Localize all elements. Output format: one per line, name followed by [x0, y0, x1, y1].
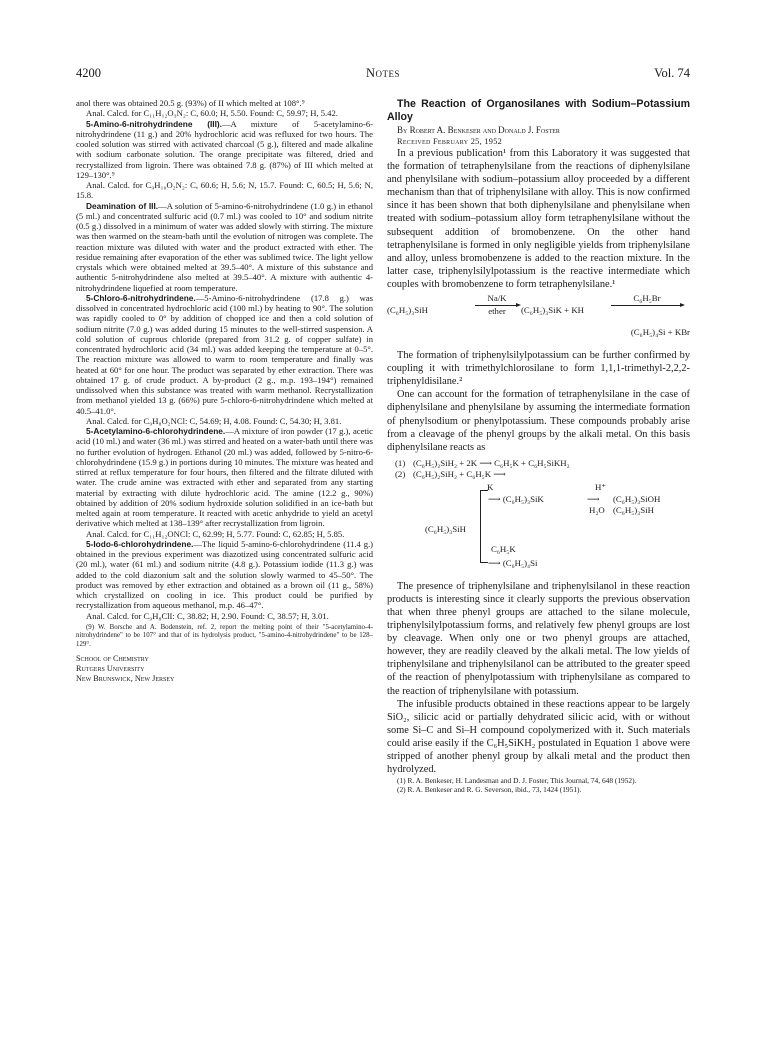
school-line: School of Chemistry: [76, 653, 149, 663]
eq-reactant: (C₆H₅)₃SiH: [387, 305, 428, 316]
paragraph: [76, 539, 373, 611]
paragraph: anol there was obtained 20.5 g. (93%) of II which melted at 108°.⁹: [76, 98, 305, 108]
scheme-product: (C₆H₅)₃SiK: [502, 493, 544, 504]
eq-arrow-1: [473, 293, 521, 317]
scheme-reagent-hplus: H⁺: [595, 481, 606, 492]
scheme-product: (C₆H₅)₃SiOH: [613, 493, 661, 504]
scheme-arrow-c: ⟶ (C₆H₅)₄Si: [488, 557, 538, 568]
analysis-paragraph: Anal. Calcd. for C₉H₈O₂NCl: C, 54.69; H, 4.08. Found: C, 54.30; H, 3.81.: [86, 415, 342, 426]
eq-reagent-above: Na/K: [487, 293, 507, 304]
paragraph: In a previous publication¹ from this Laboratory it was suggested that the formation of tetraphenylsilane from the reactions of diphenylsilane and phenylsilane with sodium–potassium alloy proceeded by a different mechanism than that of triphenylsilane with alloy. This is now confirmed since it has been shown that both diphenylsilane and phenylsilane when treated with sodium–potassium alloy form tetraphenylsilane without the subsequent addition of bromobenzene. On the other hand tetraphenylsilane is formed in only negligible yields from triphenylsilane and alloy, unless bromobenzene is added to the reaction mixture. In the latter case, triphenylsilylpotassium is the reactive intermediate which couples with bromobenzene to form tetraphenylsilane.¹: [387, 148, 690, 290]
reaction-list: [387, 458, 690, 480]
school-line: Rutgers University: [76, 663, 145, 673]
scheme-product: (C₆H₅)₃SiH: [613, 504, 654, 515]
analysis-paragraph: Anal. Calcd. for C₉H₁₀O₂N₂: C, 60.6; H, 5.6; N, 15.7. Found: C, 60.5; H, 5.6; N, 15.8.: [76, 180, 373, 201]
run-in-heading: Deamination of III.: [86, 200, 159, 211]
analysis-paragraph: Anal. Calcd. for C₉H₈ClI: C, 38.82; H, 2.90. Found: C, 38.57; H, 3.01.: [86, 610, 329, 621]
running-header: [76, 66, 690, 84]
run-in-heading: 5-Acetylamino-6-chlorohydrindene.: [86, 426, 226, 436]
left-column: [76, 98, 373, 684]
eq-arrow-2: [609, 293, 685, 306]
eq-intermediate: (C₆H₅)₃SiK + KH: [521, 305, 585, 316]
arrow-icon: [475, 305, 519, 306]
school-line: New Brunswick, New Jersey: [76, 673, 175, 683]
scheme-reagent-k: K: [487, 481, 494, 492]
scheme-reagent-water: H₂O: [589, 504, 605, 515]
reaction-1: [387, 458, 690, 469]
paragraph: One can account for the formation of tetraphenylsilane in the case of diphenylsilane and phenylsilane by assuming the intermediate formation of phenylsodium or phenylpotassium. These compounds probably arise from a cleavage of the phenyl groups by the alkali metal. On this basis diphenylsilane reacts as: [387, 389, 690, 453]
arrow-icon: ⟶: [587, 493, 600, 504]
scheme-arrow-a: ⟶ (C₆H₅)₃SiK: [488, 493, 544, 504]
eq-reagent-above: C₆H₅Br: [633, 293, 661, 304]
received-date: Received February 25, 1952: [397, 137, 503, 146]
paragraph: [76, 426, 373, 529]
footnote: (9) W. Borsche and A. Bodenstein, ref. 2, report the melting point of their "5-acetylamino-4-nitrohydrindene" to be 107° and that of its hydrolysis product, "5-amino-4-nitrohydrindene" to be 128–129°.: [76, 623, 373, 648]
run-in-heading: 5-Amino-6-nitrohydrindene (III).: [86, 118, 222, 129]
equation-coupling: [387, 293, 690, 345]
reference: (2) R. A. Benkeser and R. G. Severson, ibid., 73, 1424 (1951).: [397, 785, 582, 795]
paragraph-body: —The liquid 5-amino-6-chlorohydrindene (11.4 g.) obtained in the previous experiment was diazotized using concentrated sulfuric acid (20 ml.), water (61 ml.) and sodium nitrite (4.8 g.). Potassium iodide (11.3 g.) was added to the cold diazonium salt and the solution slowly warmed to 45–50°. The product was removed by ether extraction and obtained as a brown oil (11 g., 58%) which crystallized on cooling in ice. This product could be purified by recrystallization from aqueous methanol, m.p. 46–47°.: [76, 538, 373, 611]
paragraph: [76, 119, 373, 181]
reaction-text: (C₆H₅)₂SiH₂ + C₆H₅K ⟶: [413, 468, 506, 479]
section-title: Notes: [365, 66, 401, 80]
author-byline: By Robert A. Benkeser and Donald J. Foster: [397, 125, 560, 135]
run-in-heading: 5-Chloro-6-nitrohydrindene.: [86, 292, 196, 303]
branch-line: [480, 490, 481, 562]
reaction-number: (2): [395, 468, 406, 479]
scheme-reagent: C₆H₅K: [491, 543, 516, 554]
reference: (1) R. A. Benkeser, H. Landesman and D. J. Foster, This Journal, 74, 648 (1952).: [397, 776, 637, 786]
paragraph-body: —5-Amino-6-nitrohydrindene (17.8 g.) was dissolved in concentrated hydrochloric acid (100 ml.) by heating to 90°. The solution was rapidly cooled to 0° by addition of chopped ice and then a cold solution of sodium nitrite (7.0 g.) was added during 15 minutes to the well-stirred suspension. A cold solution of cuprous chloride (prepared from 31.2 g. of copper sulfate) in concentrated hydrochloric acid (34 ml.) was added keeping the temperature at 0–5°. The reaction mixture was allowed to warm to room temperature and finally was heated at 60° for one hour. The product was separated by ether extraction. There was obtained 17 g. of crude product. A by-product (2 g., m.p. 193–194°) remained undissolved when this substance was treated with warm methanol. Recrystallization from methanol yielded 13 g. (66%) pure 5-chloro-6-nitrohydrindene which melted at 40.5–41.0°.: [76, 292, 373, 416]
paragraph: The infusible products obtained in these reactions appear to be largely SiO₂, silicic acid or partially dehydrated silicic acid, with or without some Si–C and Si–H compound copolymerized with it. Such materials could arise easily if the C₆H₅SiKH₂ postulated in Equation 1 above were stripped of another phenyl group by alkali metal and the product then hydrolyzed.: [387, 698, 690, 776]
paragraph-body: —A mixture of iron powder (17 g.), acetic acid (10 ml.) and water (36 ml.) was stirred and heated on a water-bath until there was no further evolution of hydrogen. Ethanol (20 ml.) was added, followed by 5-nitro-6-chlorohydrindene (15.9 g.) in portions during 10 minutes. The mixture was heated and stirred at reflux temperature for four hours, then filtered and the filtrate diluted with water. The crude amine was extracted with ether and separated from any starting material by extracting with dilute hydrochloric acid. The amine (12.2 g., 90%) obtained by addition of 20% sodium hydroxide solution solidified in an ice-bath but melted again at room temperature. It reacted with acetic anhydride to yield an acetyl derivative which melted at 138–139° after recrystallization from ligroin.: [76, 426, 373, 529]
eq-product: (C₆H₅)₄Si + KBr: [630, 327, 690, 338]
analysis-paragraph: Anal. Calcd. for C₁₁H₁₂ONCl: C, 62.99; H, 5.77. Found: C, 62.85; H, 5.85.: [86, 528, 345, 539]
analysis-paragraph: Anal. Calcd. for C₁₁H₁₂O₃N₂: C, 60.0; H, 5.50. Found: C, 59.97; H, 5.42.: [86, 108, 338, 119]
run-in-heading: 5-Iodo-6-chlorohydrindene.: [86, 538, 194, 549]
paragraph-body: —A solution of 5-amino-6-nitrohydrindene (1.0 g.) in ethanol (5 ml.) and concentrated sulfuric acid (0.7 ml.) was cooled to 10° and sodium nitrite (0.5 g.) dissolved in a minimum of water was added slowly with stirring. The mixture was then warmed on the steam-bath until the evolution of nitrogen was complete. The reaction mixture was diluted with water and the product extracted with ether. The residue remaining after evaporation of the ether was sublimed twice. The light yellow crystals which were obtained melted at 39.5–40°. A mixture of this substance and authentic 5-nitrohydrindene also melted at 39.5–40°. A mixture with authentic 4-nitrohydrindene liquefied at room temperature.: [76, 200, 373, 293]
paragraph: [76, 293, 373, 416]
eq-reagent-below: ether: [488, 306, 506, 317]
reaction-number: (1): [395, 457, 406, 468]
arrow-icon: [611, 305, 683, 306]
paragraph-body: —A mixture of 5-acetylamino-6-nitrohydrindene (11 g.) and 20% hydrochloric acid was refluxed for two hours. The cooled solution was stirred with activated charcoal (5 g.), filtered and made alkaline with sodium carbonate solution. The orange precipitate was filtered, dried and recrystallized from ligroin. There was obtained 7.8 g. (87%) of III which melted at 129–130°.⁹: [76, 118, 373, 180]
scheme-start: (C₆H₅)₃SiH: [425, 523, 466, 534]
paragraph: The formation of triphenylsilylpotassium can be further confirmed by coupling it with trimethylchlorosilane to form 1,1,1-trimethyl-2,2,2-triphenyldisilane.²: [387, 350, 690, 388]
article-title: The Reaction of Organosilanes with Sodium–Potassium Alloy: [387, 98, 690, 123]
paragraph: [76, 201, 373, 293]
branch-line: [480, 562, 488, 563]
scheme-product: (C₆H₅)₄Si: [502, 557, 538, 568]
page-number: 4200: [76, 66, 101, 80]
reaction-text: (C₆H₅)₂SiH₂ + 2K ⟶ C₆H₅K + C₆H₅SiKH₂: [413, 457, 570, 468]
reaction-scheme: [387, 482, 690, 574]
volume-label: Vol. 74: [654, 66, 690, 80]
reaction-2: [387, 469, 690, 480]
paragraph: The presence of triphenylsilane and triphenylsilanol in these reaction products is interesting since it clearly supports the previous observation that when three phenyl groups are attached to the silane molecule, triphenylsilylpotassium forms, and relatively few phenyl groups are lost by cleavage. When only one or two phenyl groups are attached, however, they are readily cleaved by the alkali metal. The low yields of triphenylsilane and triphenylsilanol can be attributed to the greater speed of the reaction of phenylpotassium with triphenylsilane as compared to the reaction of triphenylsilane with potassium.: [387, 580, 690, 697]
right-column: [387, 98, 690, 795]
school-affiliation: [76, 654, 373, 684]
